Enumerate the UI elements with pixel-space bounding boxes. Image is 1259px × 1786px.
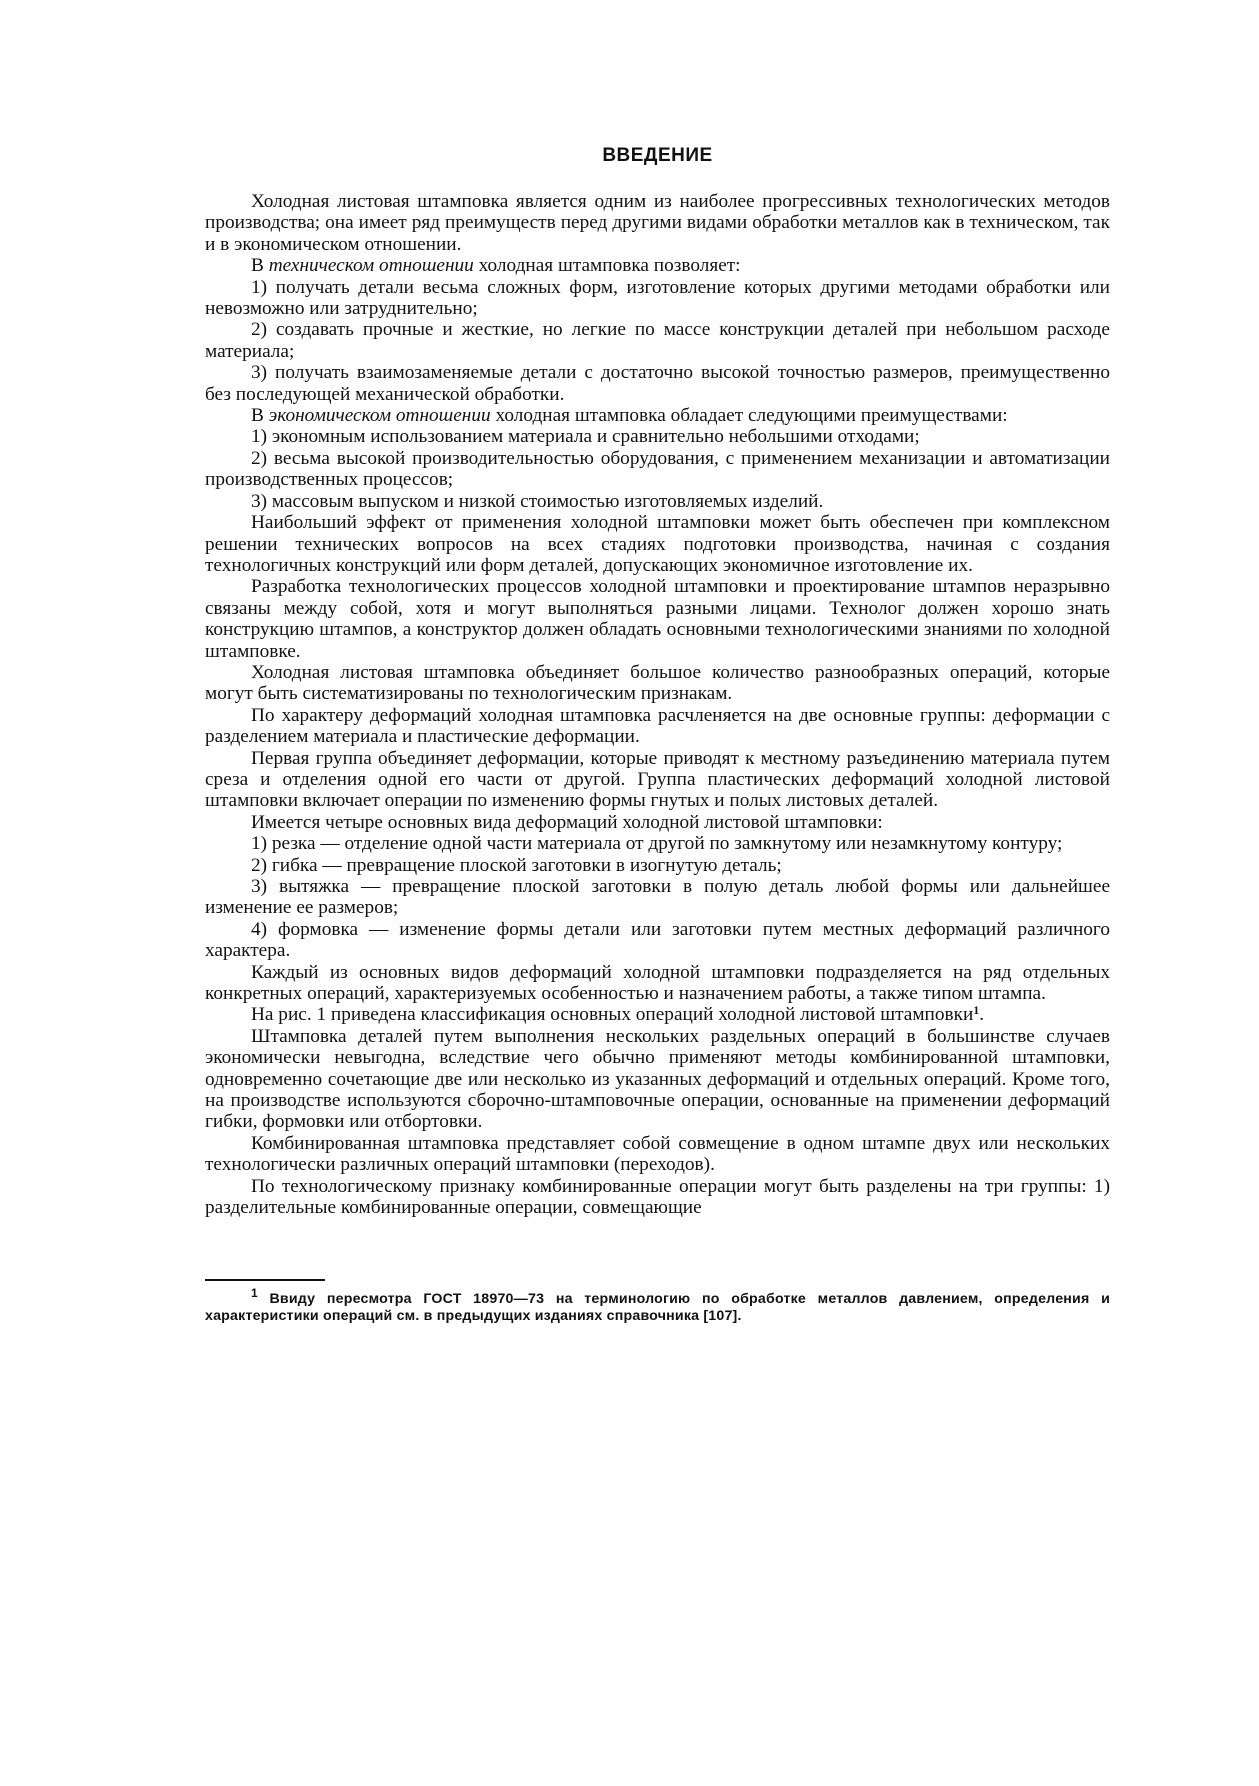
list-item: 2) весьма высокой производительностью оборудования, с применением механизации и автоматизации производственных процессов; (205, 447, 1110, 491)
page-title: ВВЕДЕНИЕ (602, 145, 713, 166)
paragraph: Холодная листовая штамповка является одним из наиболее прогрессивных технологических методов производства; она имеет ряд преимуществ перед другими видами обработки металлов как в техническом, так и в экономическом отношении. (205, 191, 1110, 255)
paragraph: По характеру деформаций холодная штамповка расчленяется на две основные группы: деформации с разделением материала и пластические деформации. (205, 704, 1110, 748)
paragraph-rest: . (979, 1004, 985, 1026)
footnote-ref: 1 (973, 1003, 980, 1018)
list-item: 2) гибка — превращение плоской заготовки в изогнутую деталь; (251, 854, 782, 876)
paragraph-lead: В (251, 255, 269, 277)
paragraph (205, 255, 1110, 276)
body-text (205, 191, 1110, 1219)
footnote (205, 1285, 1110, 1325)
paragraph: Разработка технологических процессов холодной штамповки и проектирование штампов неразрывно связаны между собой, хотя и могут выполняться разными лицами. Технолог должен хорошо знать конструкцию штампов, а конструктор должен обладать основными технологическими знаниями по холодной штамповке. (205, 576, 1110, 662)
paragraph: Наибольший эффект от применения холодной штамповки может быть обеспечен при комплексном решении технических вопросов на всех стадиях подготовки производства, начиная с создания технологичных конструкций или форм деталей, допускающих экономичное изготовление их. (205, 512, 1110, 576)
paragraph: Штамповка деталей путем выполнения нескольких раздельных операций в большинстве случаев экономически невыгодна, вследствие чего обычно применяют методы комбинированной штамповки, одновременно сочетающие две или несколько из указанных деформаций и отдельных операций. Кроме того, на производстве используются сборочно-штамповочные операции, основанные на применении деформаций гибки, формовки или отбортовки. (205, 1025, 1110, 1133)
paragraph: Имеется четыре основных вида деформаций холодной листовой штамповки: (251, 811, 883, 833)
list-item: 4) формовка — изменение формы детали или заготовки путем местных деформаций различного характера. (205, 918, 1110, 962)
list-item: 3) массовым выпуском и низкой стоимостью изготовляемых изделий. (251, 490, 824, 512)
paragraph: По технологическому признаку комбинированные операции могут быть разделены на три группы: 1) разделительные комбинированные операции, совмещающие (205, 1175, 1110, 1219)
paragraph: Комбинированная штамповка представляет собой совмещение в одном штампе двух или нескольких технологически различных операций штамповки (переходов). (205, 1132, 1110, 1176)
paragraph-lead: На рис. 1 приведена классификация основных операций холодной листовой штамповки (251, 1004, 974, 1026)
paragraph-lead: В (251, 405, 269, 427)
footnote-mark: 1 (251, 1285, 258, 1300)
list-item: 1) получать детали весьма сложных форм, изготовление которых другими методами обработки или невозможно или затруднительно; (205, 276, 1110, 320)
list-item: 3) вытяжка — превращение плоской заготовки в полую деталь любой формы или дальнейшее изменение ее размеров; (205, 876, 1110, 919)
list-item: 1) резка — отделение одной части материала от другой по замкнутому или незамкнутому контуру; (251, 833, 1063, 855)
paragraph-rest: холодная штамповка позволяет: (473, 255, 741, 277)
footnote-text: Ввиду пересмотра ГОСТ 18970—73 на терминологию по обработке металлов давлением, определения и характеристики операций см. в предыдущих изданиях справочника [107]. (205, 1290, 1110, 1324)
paragraph: Каждый из основных видов деформаций холодной штамповки подразделяется на ряд отдельных конкретных операций, характеризуемых особенностью и назначением работы, а также типом штампа. (205, 961, 1110, 1005)
paragraph (205, 1004, 1110, 1025)
paragraph: Первая группа объединяет деформации, которые приводят к местному разъединению материала путем среза и отделения одной его части от другой. Группа пластических деформаций холодной листовой штамповки включает операции по изменению формы гнутых и полых листовых деталей. (205, 747, 1110, 812)
paragraph-rest: холодная штамповка обладает следующими преимуществами: (490, 405, 1008, 427)
list-item: 1) экономным использованием материала и сравнительно небольшими отходами; (251, 426, 920, 448)
paragraph (205, 405, 1110, 426)
footnote-divider (205, 1279, 325, 1281)
emphasis: экономическом отношении (268, 405, 491, 427)
paragraph: Холодная листовая штамповка объединяет большое количество разнообразных операций, которые могут быть систематизированы по технологическим признакам. (205, 661, 1110, 705)
list-item: 2) создавать прочные и жесткие, но легкие по массе конструкции деталей при небольшом расходе материала; (205, 319, 1110, 362)
emphasis: техническом отношении (268, 255, 474, 277)
list-item: 3) получать взаимозаменяемые детали с достаточно высокой точностью размеров, преимущественно без последующей механической обработки. (205, 362, 1110, 405)
document-page (205, 145, 1110, 1325)
